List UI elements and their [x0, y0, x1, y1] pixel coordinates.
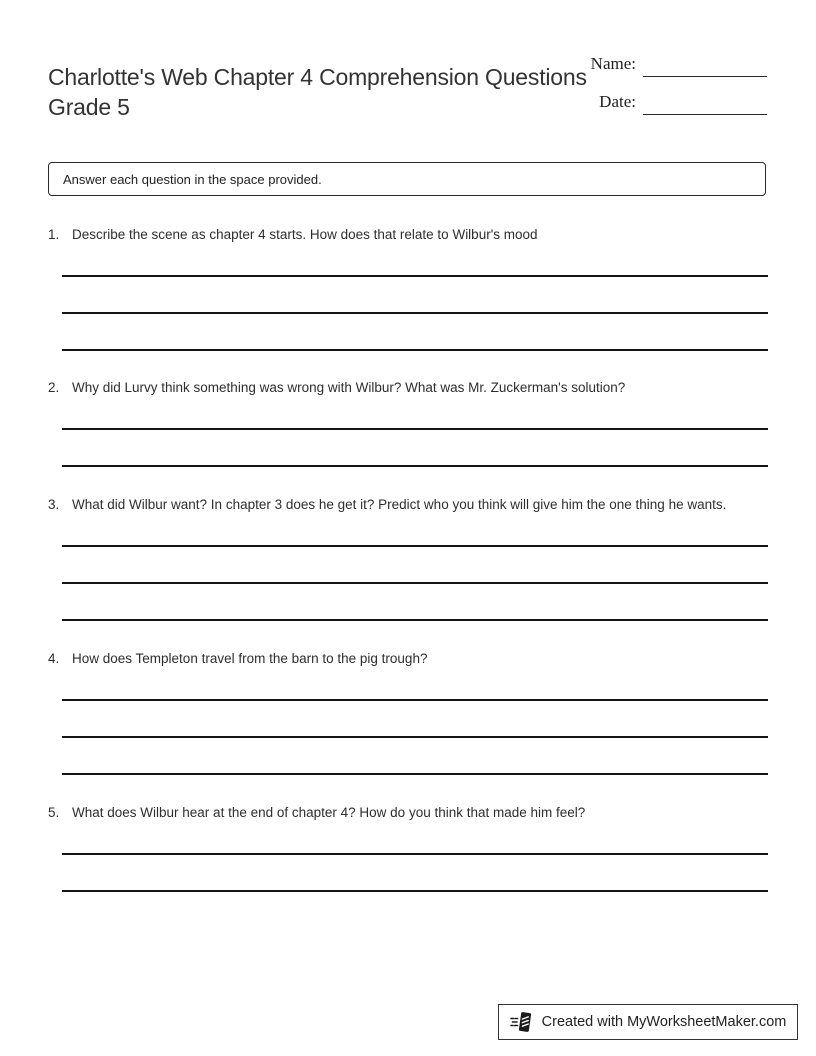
name-label: Name: — [590, 54, 636, 73]
name-date-block — [560, 52, 768, 128]
date-fill-line[interactable] — [643, 114, 767, 115]
question-4-row — [48, 650, 768, 667]
answer-line[interactable] — [62, 312, 768, 314]
question-3 — [48, 496, 768, 623]
question-4 — [48, 650, 768, 777]
question-text: What did Wilbur want? In chapter 3 does he get it? Predict who you think will give him the one thing he wants. — [72, 497, 727, 512]
question-number: 3. — [48, 497, 60, 512]
question-number: 4. — [48, 651, 60, 666]
question-1-row — [48, 226, 768, 243]
question-text: Describe the scene as chapter 4 starts. How does that relate to Wilbur's mood — [72, 227, 538, 242]
footer-credit-text: Created with MyWorksheetMaker.com — [541, 1014, 787, 1030]
question-number: 1. — [48, 227, 60, 242]
answer-line[interactable] — [62, 275, 768, 277]
question-number: 2. — [48, 380, 60, 395]
question-3-row — [48, 496, 768, 513]
answer-line[interactable] — [62, 349, 768, 351]
date-label: Date: — [599, 92, 636, 111]
date-row — [560, 90, 768, 128]
name-fill-line[interactable] — [643, 76, 767, 77]
instructions-text: Answer each question in the space provided. — [63, 171, 322, 187]
answer-line[interactable] — [62, 465, 768, 467]
question-1 — [48, 226, 768, 353]
question-number: 5. — [48, 805, 60, 820]
answer-line[interactable] — [62, 545, 768, 547]
question-2-row — [48, 379, 768, 396]
question-text: Why did Lurvy think something was wrong with Wilbur? What was Mr. Zuckerman's solution? — [72, 380, 626, 395]
answer-line[interactable] — [62, 428, 768, 430]
answer-line[interactable] — [62, 699, 768, 701]
question-text: How does Templeton travel from the barn to the pig trough? — [72, 651, 428, 666]
question-5-row — [48, 804, 768, 821]
footer-credit-box — [498, 1004, 798, 1040]
answer-line[interactable] — [62, 773, 768, 775]
name-row — [560, 52, 768, 90]
flying-worksheet-icon — [510, 1010, 534, 1034]
answer-line[interactable] — [62, 736, 768, 738]
answer-line[interactable] — [62, 853, 768, 855]
instructions-box — [48, 162, 766, 196]
question-text: What does Wilbur hear at the end of chapter 4? How do you think that made him feel? — [72, 805, 586, 820]
answer-line[interactable] — [62, 619, 768, 621]
answer-line[interactable] — [62, 582, 768, 584]
answer-line[interactable] — [62, 890, 768, 892]
question-5 — [48, 804, 768, 894]
question-2 — [48, 379, 768, 469]
page-title: Charlotte's Web Chapter 4 Comprehension Questions Grade 5 — [48, 64, 587, 121]
